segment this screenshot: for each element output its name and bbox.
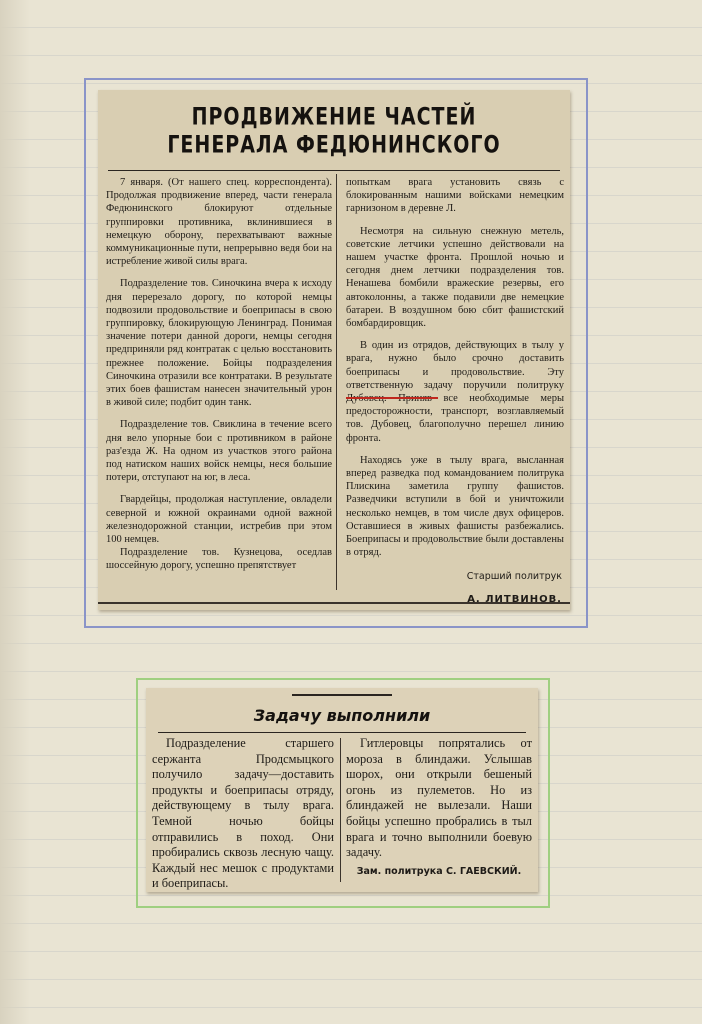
signature-name: А. ЛИТВИНОВ. xyxy=(467,594,562,605)
paragraph: Подразделение тов. Кузнецова, оседлав шоссейную дорогу, успешно препятствует xyxy=(106,547,332,572)
column-divider xyxy=(340,738,341,882)
column-divider xyxy=(336,174,337,590)
paragraph: Подразделение старшего сержанта Продсмыцкого получило задачу—доставить продукты и боеприпасы отряду, действующему в тылу врага. Темной ночью бойцы отправились в поход. Они пробирались сквозь лесную чащу. Каждый нес мешок с продуктами и боеприпасы. xyxy=(152,736,334,891)
article1-column-2 xyxy=(346,176,564,559)
bottom-rule xyxy=(98,602,570,604)
paragraph: Несмотря на сильную снежную метель, советские летчики успешно действовали на нашем участке фронта. Прошлой ночью и сегодня днем летчики подразделения тов. Ненашева бомбили вражеские резервы, его автоколонны, а также подавили две немецкие батареи. В воздушном бою сбит фашистский бомбардировщик. xyxy=(346,225,564,330)
paragraph: Находясь уже в тылу врага, высланная вперед разведка под командованием политрука Плискина заметила группу фашистов. Разведчики вступили в бой и уничтожили несколько немцев, в том числе двух офицеров. Оставшиеся в живых фашисты разбежались. Боеприпасы и продовольствие были доставлены в отряд. xyxy=(346,454,564,559)
paragraph: Подразделение тов. Свиклина в течение всего дня вело упорные бои с противником в районе раз'езда Ж. На одном из участков этого района под натиском наших войск немцы, неся большие потери, отступают на юг, в леса. xyxy=(106,419,332,484)
paragraph: попыткам врага установить связь с блокированным нашими войсками немецким гарнизоном в деревне Л. xyxy=(346,177,564,215)
paragraph: Гвардейцы, продолжая наступление, овладели северной и южной окраинами одной важной железнодорожной станции, истребив при этом 100 немцев. xyxy=(106,494,332,546)
headline-separator xyxy=(158,732,526,733)
newspaper-clipping-2 xyxy=(146,688,538,892)
paragraph: 7 января. (От нашего спец. корреспондента). Продолжая продвижение вперед, части генерала Федюнинского блокируют отдельные группировки противника, вклинившиеся в немецкую оборону, перехватывают важные коммуникационные пути, непрерывно ведя бои на истребление живой силы врага. xyxy=(106,177,332,268)
page-edge-shadow xyxy=(0,0,30,1024)
headline-line-1: ПРОДВИЖЕНИЕ ЧАСТЕЙ xyxy=(191,103,477,131)
signature-rank: Старший политрук xyxy=(466,571,562,582)
paragraph: Гитлеровцы попрятались от мороза в блиндажи. Услышав шорох, они открыли бешеный огонь из пулеметов. Но из блиндажей не вылезали. Наши бойцы успешно пробрались в тыл врага и точно выполнили боевую задачу. xyxy=(346,736,532,860)
paragraph: Подразделение тов. Синочкина вчера к исходу дня перерезало дорогу, по которой немцы подвозили продовольствие и боеприпасы в свою группировку, блокирующую Ленинград. Понимая значение потери данной дороги, немцы сегодня предприняли ряд контратак с целью восстановить прежнее положение. Бойцы подразделения Синочкина отразили все контратаки. В результате этих боев фашистам нанесен значительный урон в живой силе; подбит один танк. xyxy=(106,278,332,409)
article1-signature xyxy=(438,570,562,606)
headline-line-2: ГЕНЕРАЛА ФЕДЮНИНСКОГО xyxy=(167,131,501,159)
paragraph: В один из отрядов, действующих в тылу у врага, нужно было срочно доставить боеприпасы и продовольствие. Эту ответственную задачу поручили политруку Дубовец. Приняв все необходимые меры предосторожности, транспорт, возглавляемый тов. Дубовец, благополучно перешел линию фронта. xyxy=(346,340,564,444)
newspaper-clipping-1 xyxy=(98,90,570,610)
article2-column-2 xyxy=(346,736,532,861)
top-rule xyxy=(292,694,392,696)
headline-rule xyxy=(108,170,560,171)
article1-column-1 xyxy=(106,176,332,573)
article2-column-1 xyxy=(152,736,334,892)
article2-signature: Зам. политрука С. ГАЕВСКИЙ. xyxy=(356,866,522,877)
red-pencil-underline xyxy=(346,397,438,399)
article2-headline: Задачу выполнили xyxy=(253,706,431,725)
